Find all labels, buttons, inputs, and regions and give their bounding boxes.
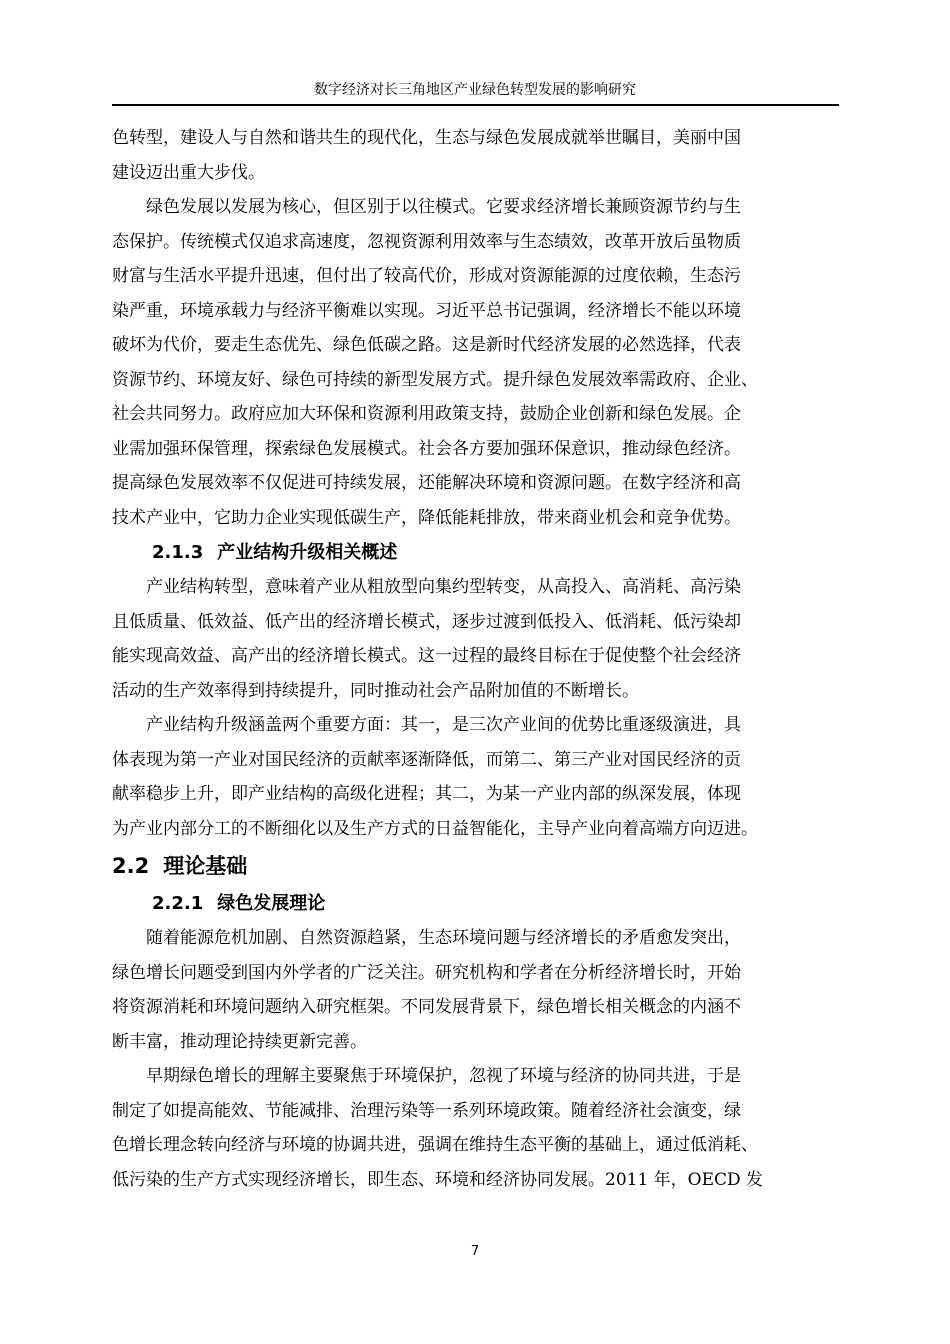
paragraph-1: [112, 121, 839, 190]
header-rule: [112, 104, 839, 106]
text-line: 染严重，环境承载力与经济平衡难以实现。习近平总书记强调，经济增长不能以环境: [112, 300, 741, 321]
text-line: 能实现高效益、高产出的经济增长模式。这一过程的最终目标在于促使整个社会经济: [112, 646, 741, 666]
text-line: 绿色发展以发展为核心，但区别于以往模式。它要求经济增长兼顾资源节约与生: [112, 197, 741, 217]
text-line: 色增长理念转向经济与环境的协调共进，强调在维持生态平衡的基础上，通过低消耗、: [112, 1135, 758, 1155]
text-line: 早期绿色增长的理解主要聚焦于环境保护，忽视了环境与经济的协同共进，于是: [112, 1066, 741, 1086]
text-line: 献率稳步上升，即产业结构的高级化进程；其二，为某一产业内部的纵深发展，体现: [112, 784, 741, 804]
text-line: 产业结构升级涵盖两个重要方面：其一，是三次产业间的优势比重逐级演进，具: [112, 715, 741, 735]
text-line: 绿色增长问题受到国内外学者的广泛关注。研究机构和学者在分析经济增长时，开始: [112, 962, 741, 983]
section-number: 2.1.3: [152, 542, 204, 563]
text-line: 低污染的生产方式实现经济增长，即生态、环境和经济协同发展。2011 年，OECD 发: [112, 1169, 764, 1190]
text-line: 财富与生活水平提升迅速，但付出了较高代价，形成对资源能源的过度依赖，生态污: [112, 266, 741, 286]
text-line: 态保护。传统模式仅追求高速度，忽视资源利用效率与生态绩效，改革开放后虽物质: [112, 231, 741, 252]
text-line: 产业结构转型，意味着产业从粗放型向集约型转变，从高投入、高消耗、高污染: [112, 577, 741, 597]
text-line: 资源节约、环境友好、绿色可持续的新型发展方式。提升绿色发展效率需政府、企业、: [112, 369, 758, 390]
text-line: 制定了如提高能效、节能减排、治理污染等一系列环境政策。随着经济社会演变，绿: [112, 1100, 741, 1121]
section-title: 理论基础: [163, 854, 248, 878]
text-line: 破坏为代价，要走生态优先、绿色低碳之路。这是新时代经济发展的必然选择，代表: [112, 335, 741, 355]
text-line: 随着能源危机加剧、自然资源趋紧，生态环境问题与经济增长的矛盾愈发突出，: [112, 928, 741, 948]
section-heading-2-2: [112, 846, 839, 886]
paragraph-4: [112, 708, 839, 846]
text-line: 色转型，建设人与自然和谐共生的现代化，生态与绿色发展成就举世瞩目，美丽中国: [112, 128, 741, 148]
text-line: 且低质量、低效益、低产出的经济增长模式，逐步过渡到低投入、低消耗、低污染却: [112, 611, 741, 632]
section-number: 2.2.1: [152, 893, 204, 914]
page-number: 7: [470, 1244, 480, 1259]
section-title: 产业结构升级相关概述: [217, 542, 398, 563]
text-line: 断丰富，推动理论持续更新完善。: [112, 1031, 367, 1052]
text-line: 体表现为第一产业对国民经济的贡献率逐渐降低，而第二、第三产业对国民经济的贡: [112, 749, 741, 770]
body-content: [112, 121, 839, 1197]
paragraph-3: [112, 570, 839, 708]
paragraph-6: [112, 1059, 839, 1197]
text-line: 业需加强环保管理，探索绿色发展模式。社会各方要加强环保意识，推动绿色经济。: [112, 438, 741, 459]
text-line: 活动的生产效率得到持续提升，同时推动社会产品附加值的不断增长。: [112, 680, 639, 701]
text-line: 建设迈出重大步伐。: [112, 162, 265, 183]
text-line: 社会共同努力。政府应加大环保和资源利用政策支持，鼓励企业创新和绿色发展。企: [112, 404, 741, 424]
text-line: 为产业内部分工的不断细化以及生产方式的日益智能化，主导产业向着高端方向迈进。: [112, 818, 758, 839]
text-line: 提高绿色发展效率不仅促进可持续发展，还能解决环境和资源问题。在数字经济和高: [112, 473, 741, 493]
section-heading-2-2-1: [112, 886, 839, 921]
paragraph-5: [112, 921, 839, 1059]
text-line: 将资源消耗和环境问题纳入研究框架。不同发展背景下，绿色增长相关概念的内涵不: [112, 997, 741, 1017]
text-line: 技术产业中，它助力企业实现低碳生产，降低能耗排放，带来商业机会和竞争优势。: [112, 507, 741, 528]
section-number: 2.2: [112, 854, 150, 878]
section-heading-2-1-3: [112, 535, 839, 570]
section-title: 绿色发展理论: [217, 893, 326, 914]
paragraph-2: [112, 190, 839, 535]
running-header: 数字经济对长三角地区产业绿色转型发展的影响研究: [314, 82, 636, 98]
